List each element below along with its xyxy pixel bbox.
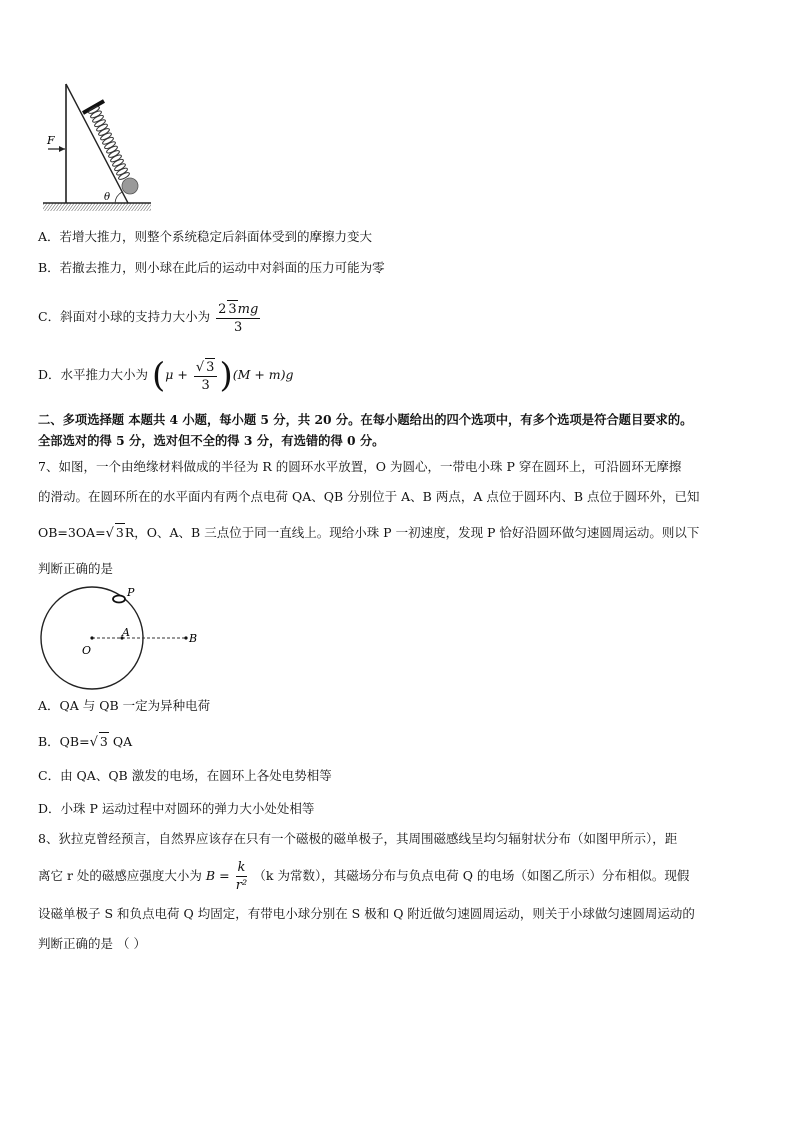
incline-spring-figure [38, 70, 158, 215]
q8-stem-line2: 离它 r 处的磁感应强度大小为 B = $\frac{k}{\text{r²}}$ （k 为常数），其磁场分布与负点电荷 Q 的电场（如图乙所示）分布相似。现假 [38, 860, 690, 893]
q6-option-c [38, 296, 262, 338]
q6-option-b: B．若撤去推力，则小球在此后的运动中对斜面的压力可能为零 [38, 260, 385, 275]
label-B: B [189, 632, 198, 645]
label-P: P [127, 586, 135, 599]
label-A: A [122, 626, 130, 639]
incline-hypotenuse [66, 84, 128, 203]
q7-option-d: D．小珠 P 运动过程中对圆环的弹力大小处处相等 [38, 801, 315, 816]
ball [122, 178, 138, 194]
angle-label: θ [104, 192, 111, 203]
q7-option-a: A．QA 与 QB 一定为异种电荷 [38, 698, 211, 713]
bead-P [113, 596, 125, 603]
section-2-heading-line1: 二、多项选择题 本题共 4 小题，每小题 5 分，共 20 分。在每小题给出的四个选项中，有多个选项是符合题目要求的。 [38, 412, 693, 427]
q6-option-c-text: C．斜面对小球的支持力大小为 [38, 309, 211, 324]
q7-stem-line1: 7、如图，一个由绝缘材料做成的半径为 R 的圆环水平放置，O 为圆心，一带电小珠 P 穿在圆环上，可沿圆环无摩擦 [38, 459, 682, 474]
q8-stem-line4: 判断正确的是 （ ） [38, 936, 146, 951]
q8-stem-line1: 8、狄拉克曾经预言，自然界应该存在只有一个磁极的磁单极子，其周围磁感线呈均匀辐射状分布（如图甲所示），距 [38, 831, 678, 846]
q6-option-d: D．水平推力大小为 (μ + $\frac{√ 3}{3}$ )(M + m)g [38, 355, 294, 396]
point-B [184, 636, 187, 639]
q7-stem-line4: 判断正确的是 [38, 561, 114, 576]
point-O [90, 636, 93, 639]
fraction-sqrt3-over-3: $\frac{√ 3}{3}$ [194, 358, 218, 394]
q6-option-d-text: D．水平推力大小为 [38, 367, 149, 382]
q8-stem-line3: 设磁单极子 S 和负点电荷 Q 均固定，有带电小球分别在 S 极和 Q 附近做匀速圆周运动，则关于小球做匀速圆周运动的 [38, 906, 695, 921]
q7-stem-line2: 的滑动。在圆环所在的水平面内有两个点电荷 QA、QB 分别位于 A、B 两点，A 点位于圆环内、B 点位于圆环外，已知 [38, 489, 700, 504]
force-label: F [47, 134, 55, 147]
label-O: O [82, 644, 92, 657]
spring [88, 105, 131, 181]
q7-option-c: C．由 QA、QB 激发的电场，在圆环上各处电势相等 [38, 768, 332, 783]
q6-option-a: A．若增大推力，则整个系统稳定后斜面体受到的摩擦力变大 [38, 229, 373, 244]
ring-figure [38, 582, 208, 692]
q7-stem-line3: OB=3OA=√ 3R，O、A、B 三点位于同一直线上。现给小珠 P 一初速度，发现 P 恰好沿圆环做匀速圆周运动。则以下 [38, 525, 700, 541]
section-2-heading-line2: 全部选对的得 5 分，选对但不全的得 3 分，有选错的得 0 分。 [38, 433, 385, 448]
angle-arc [115, 192, 122, 203]
ground [43, 203, 151, 211]
fraction-support-force: $\frac{2 3mg}{3}$ [218, 301, 259, 335]
fraction-k-over-r2: $\frac{k}{\text{r²}}$ [235, 860, 248, 893]
q7-option-b: B．QB=√ 3 QA [38, 734, 133, 750]
